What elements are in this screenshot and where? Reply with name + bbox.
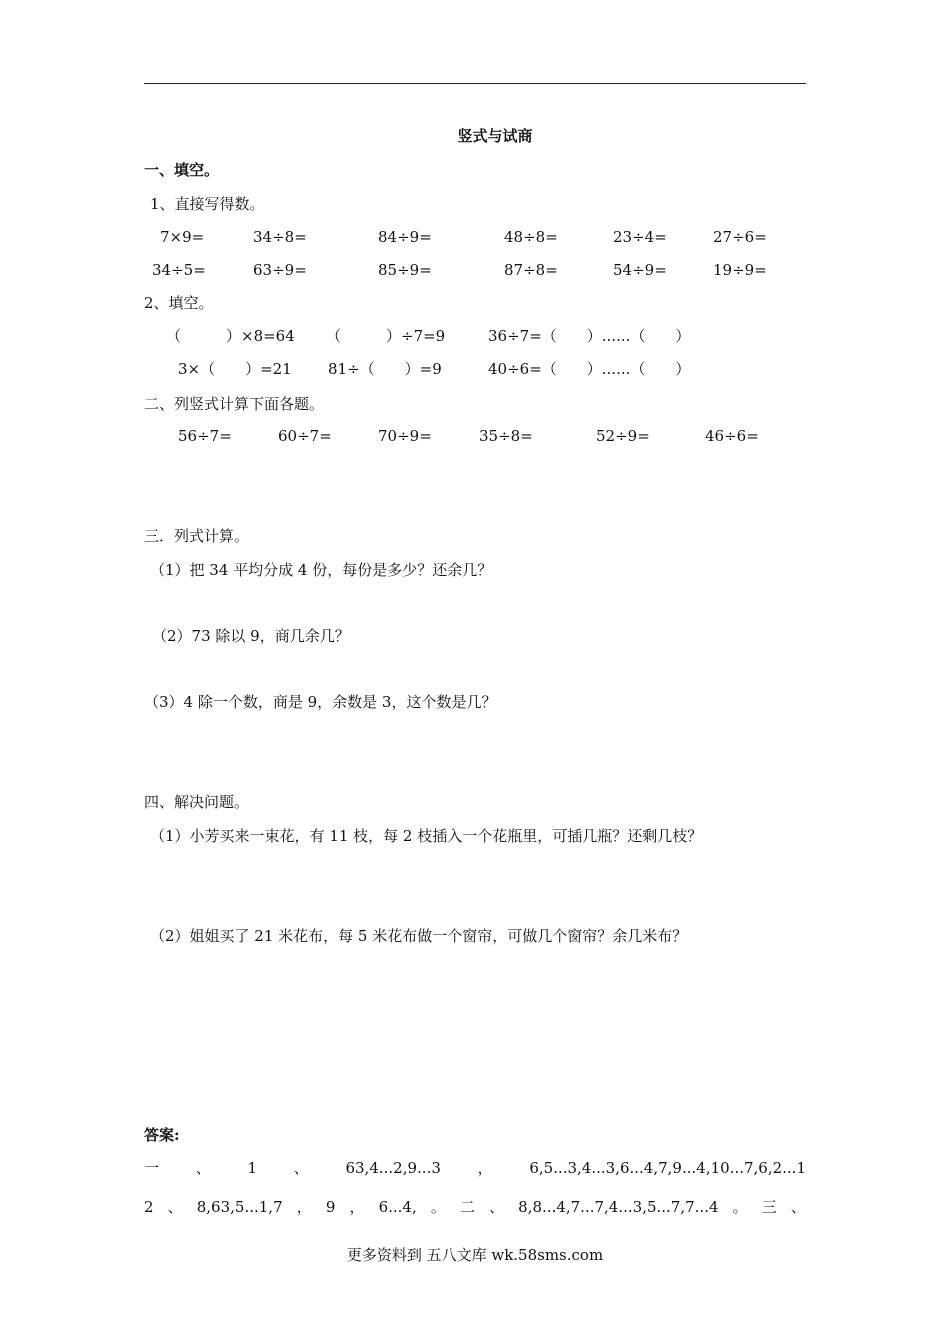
answer-token: ， (296, 1198, 312, 1216)
s2-item: 35÷8= (479, 427, 533, 445)
s2-item: 70÷9= (378, 427, 432, 445)
answers-line-2 (144, 1197, 806, 1217)
s2-item: 52÷9= (596, 427, 650, 445)
q2-r2-item: 3×（ ）=21 (178, 360, 292, 378)
answer-token: 、 (195, 1159, 211, 1177)
section2-heading: 二、列竖式计算下面各题。 (144, 395, 325, 413)
q1-r2-item: 34÷5= (152, 261, 206, 279)
answer-token: 。 (430, 1198, 446, 1216)
answer-token: ， (477, 1159, 493, 1177)
answer-token: 三 (761, 1198, 777, 1216)
q1-r1-item: 23÷4= (613, 228, 667, 246)
q1-r2-item: 19÷9= (713, 261, 767, 279)
answer-token: 、 (489, 1198, 505, 1216)
s3-item: （2）73 除以 9，商几余几？ (152, 627, 350, 645)
answers-line-1 (144, 1158, 806, 1178)
q1-r1-item: 48÷8= (504, 228, 558, 246)
answer-token: 、 (167, 1198, 183, 1216)
answer-token: 8,63,5...1,7 (196, 1198, 283, 1216)
q1-r2-item: 63÷9= (253, 261, 307, 279)
answer-token: 。 (732, 1198, 748, 1216)
section1-heading: 一、填空。 (144, 161, 220, 179)
s2-item: 46÷6= (705, 427, 759, 445)
q1-label: 1、直接写得数。 (150, 195, 265, 213)
q2-label: 2、填空。 (144, 294, 214, 312)
q2-r1-item: 36÷7=（ ）......（ ） (488, 327, 691, 345)
q2-r1-item: （ ）÷7=9 (326, 327, 446, 345)
s2-item: 60÷7= (278, 427, 332, 445)
s4-item: （1）小芳买来一束花，有 11 枝，每 2 枝插入一个花瓶里，可插几瓶？还剩几枝？ (150, 827, 703, 845)
answer-token: 1 (247, 1159, 258, 1177)
q1-r2-item: 85÷9= (378, 261, 432, 279)
answer-token: 2 (144, 1198, 154, 1216)
s3-item: （1）把 34 平均分成 4 份，每份是多少？还余几？ (150, 561, 493, 579)
q1-r2-item: 54÷9= (613, 261, 667, 279)
header-rule (144, 83, 806, 84)
q1-r1-item: 84÷9= (378, 228, 432, 246)
answers-heading: 答案: (144, 1126, 180, 1144)
answer-token: ， (349, 1198, 365, 1216)
q2-r2-item: 81÷（ ）=9 (328, 360, 442, 378)
answer-token: 8,8...4,7...7,4...3,5...7,7...4 (518, 1198, 719, 1216)
q1-r1-item: 7×9= (160, 228, 205, 246)
q1-r1-item: 34÷8= (253, 228, 307, 246)
s4-item: （2）姐姐买了 21 米花布，每 5 米花布做一个窗帘，可做几个窗帘？余几米布？ (150, 927, 688, 945)
s2-item: 56÷7= (178, 427, 232, 445)
answer-token: 二 (459, 1198, 475, 1216)
answer-token: 、 (790, 1198, 806, 1216)
q2-r1-item: （ ）×8=64 (166, 327, 295, 345)
footer-text: 更多资料到 五八文库 wk.58sms.com (346, 1246, 604, 1264)
answer-token: 63,4...2,9...3 (345, 1159, 441, 1177)
answer-token: 9 (325, 1198, 336, 1216)
answer-token: 6...4, (378, 1198, 417, 1216)
answer-token: 一 (144, 1159, 160, 1177)
page-title: 竖式与试商 (457, 127, 533, 145)
section3-heading: 三．列式计算。 (144, 527, 250, 545)
q2-r2-item: 40÷6=（ ）......（ ） (488, 360, 691, 378)
section4-heading: 四、解决问题。 (144, 793, 250, 811)
q1-r1-item: 27÷6= (713, 228, 767, 246)
answer-token: 6,5...3,4...3,6...4,7,9...4,10...7,6,2...1 (529, 1159, 806, 1177)
answer-token: 、 (293, 1159, 309, 1177)
s3-item: （3）4 除一个数，商是 9，余数是 3，这个数是几？ (144, 693, 497, 711)
q1-r2-item: 87÷8= (504, 261, 558, 279)
